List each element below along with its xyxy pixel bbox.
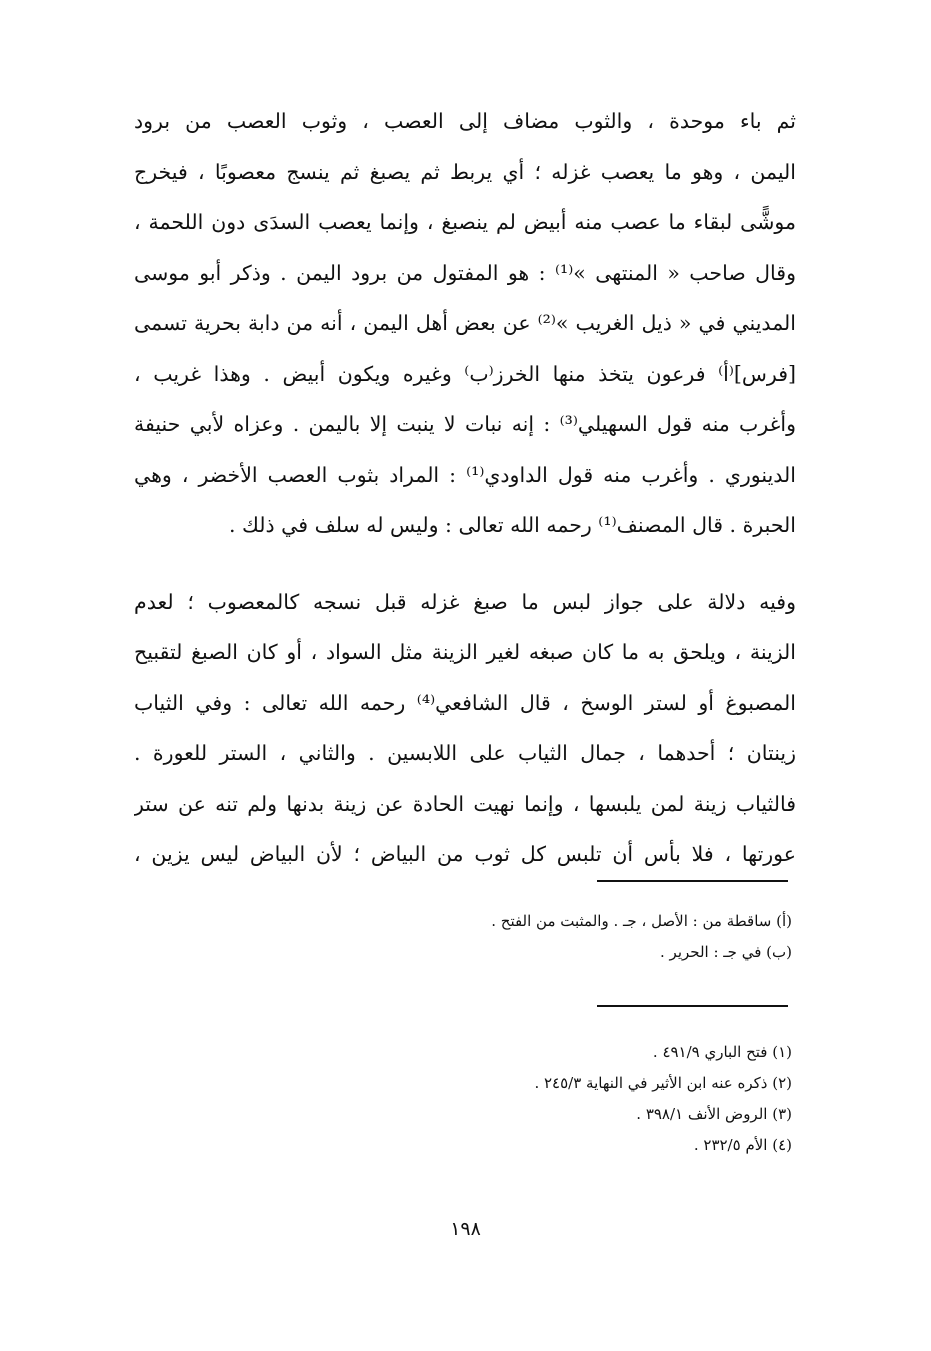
text-line: زينتان ؛ أحدهما ، جمال الثياب على اللابسين . والثاني ، الستر للعورة . <box>134 741 796 765</box>
text-line: ثم باء موحدة ، والثوب مضاف إلى العصب ، وثوب العصب من برود <box>134 109 796 133</box>
text-line: وأغرب منه قول السهيلي⁽³⁾ : إنه نبات لا ينبت إلا باليمن . وعزاه لأبي حنيفة <box>134 412 796 436</box>
text-line: المصبوغ أو لستر الوسخ ، قال الشافعي⁽⁴⁾ رحمه الله تعالى : وفي الثياب <box>134 690 796 715</box>
text-line: موشًّى لبقاء ما عصب منه أبيض لم ينصبغ ، وإنما يعصب السدَى دون اللحمة ، <box>134 210 796 234</box>
text-line: [فرس]⁽أ⁾ فرعون يتخذ منها الخرز⁽ب⁾ وغيره ويكون أبيض . وهذا غريب ، <box>134 361 796 386</box>
source-note: (١) فتح الباري ٤٩١/٩ . <box>652 1043 792 1061</box>
variant-notes <box>300 906 792 968</box>
text-line: فالثياب زينة لمن يلبسها ، وإنما نهيت الحادة عن زينة بدنها ولم تنه عن ستر <box>134 791 796 816</box>
source-note: (٤) الأم ٢٣٢/٥ . <box>693 1136 792 1154</box>
text-line: المديني في « ذيل الغريب »⁽²⁾ عن بعض أهل اليمن ، أنه من دابة بحرية تسمى <box>134 311 796 335</box>
text-line: وفيه دلالة على جواز لبس ما صبغ غزله قبل نسجه كالمعصوب ؛ لعدم <box>134 589 796 614</box>
text-line: وقال صاحب « المنتهى »⁽¹⁾ : هو المفتول من برود اليمن . وذكر أبو موسى <box>134 260 796 285</box>
source-note: (٢) ذكره عنه ابن الأثير في النهاية ٢٤٥/٣ . <box>534 1074 792 1092</box>
text-line: الدينوري . وأغرب منه قول الداودي⁽¹⁾ : المراد بثوب العصب الأخضر ، وهي <box>134 462 796 487</box>
text-line: اليمن ، وهو ما يعصب غزله ؛ أي يربط ثم يصبغ ثم ينسج معصوبًا ، فيخرج <box>134 159 796 184</box>
page-number: ١٩٨ <box>450 1218 481 1240</box>
text-line: الزينة ، ويلحق به ما كان صبغه لغير الزينة مثل السواد ، أو كان الصبغ لتقبيح <box>134 640 796 664</box>
variant-note: (أ) ساقطة من : الأصل ، جـ . والمثبت من الفتح . <box>491 912 792 930</box>
footnote-divider <box>597 1005 788 1007</box>
main-text <box>134 96 796 880</box>
source-note: (٣) الروض الأنف ٣٩٨/١ . <box>636 1105 792 1123</box>
source-notes <box>300 1037 792 1161</box>
text-line: الحبرة . قال المصنف⁽¹⁾ رحمه الله تعالى : وليس له سلف في ذلك . <box>228 513 796 537</box>
text-line: عورتها ، فلا بأس أن تلبس كل ثوب من البياض ؛ لأن البياض ليس يزين ، <box>134 842 796 866</box>
footnote-divider <box>597 880 788 882</box>
variant-note: (ب) في جـ : الحرير . <box>660 943 792 961</box>
paragraph-gap <box>134 551 796 577</box>
